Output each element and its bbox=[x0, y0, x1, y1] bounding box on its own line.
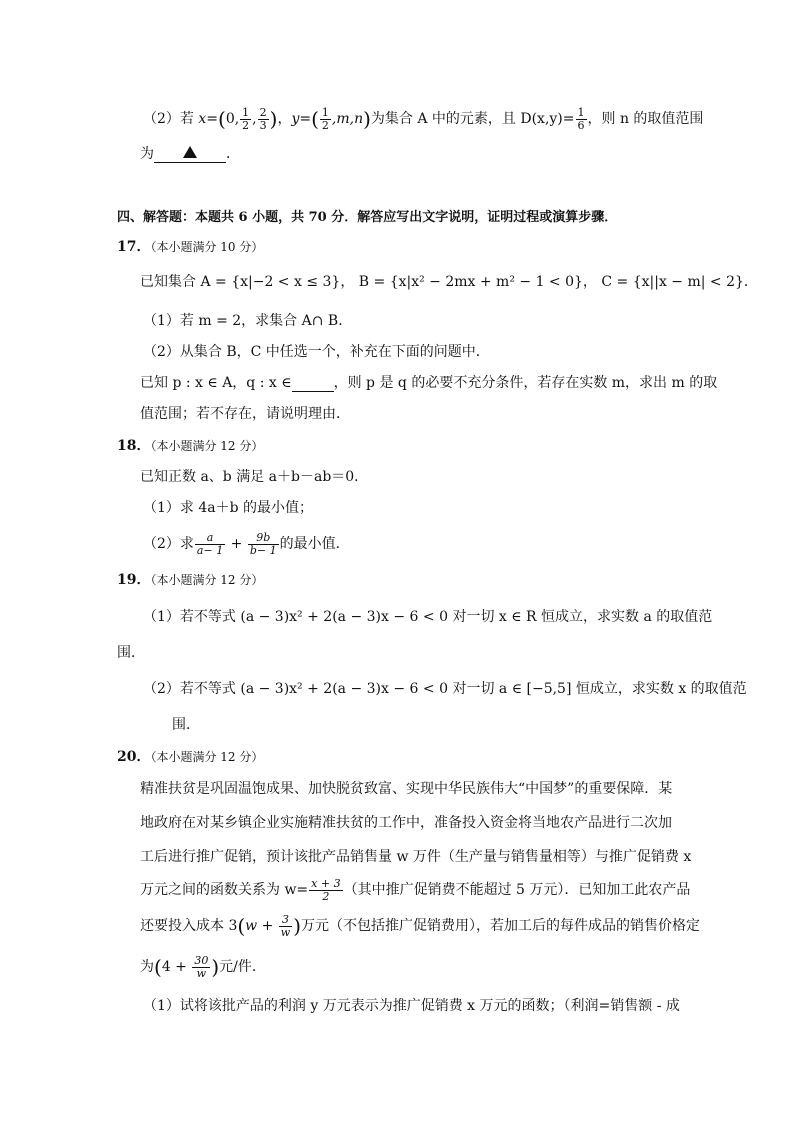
q20-line5-w: w + bbox=[245, 918, 278, 934]
q16-y-eq: y= bbox=[291, 111, 312, 127]
frac-den: 6 bbox=[577, 118, 585, 132]
paren-open: ( bbox=[218, 107, 226, 131]
q20-line1: 精准扶贫是巩固温饱成果、加快脱贫致富、实现中华民族伟大“中国梦”的重要保障．某 bbox=[140, 781, 673, 797]
paren-close: ) bbox=[269, 107, 278, 131]
frac-num: 1 bbox=[321, 105, 329, 119]
answer-blank[interactable] bbox=[154, 146, 226, 163]
paren-open: ( bbox=[237, 914, 246, 938]
q20-line6-post: 元/件． bbox=[219, 959, 266, 975]
q20-line4-frac bbox=[309, 878, 342, 903]
q18-number: 18． bbox=[117, 438, 151, 454]
q16-prefix: （2）若 bbox=[143, 111, 199, 127]
q20-line5-frac bbox=[279, 914, 292, 939]
frac-den: 2 bbox=[322, 889, 330, 903]
q20-line6 bbox=[140, 952, 266, 982]
q20-line4 bbox=[140, 876, 690, 904]
q18-line3 bbox=[143, 530, 350, 558]
q20-line6-pre: 为 bbox=[140, 959, 154, 975]
frac-num: 1 bbox=[242, 105, 250, 119]
q16-x-frac1 bbox=[240, 107, 251, 132]
frac-den: w bbox=[280, 925, 291, 939]
q18-plus: + bbox=[226, 536, 247, 552]
paren-close: ) bbox=[363, 107, 371, 131]
q17-line4a: 已知 p : x ∈ A，q : x ∈ bbox=[140, 375, 292, 391]
q16-mid: 为集合 A 中的元素，且 D(x,y)= bbox=[370, 111, 575, 127]
frac-den: a− 1 bbox=[196, 543, 224, 557]
q20-line2: 地政府在对某乡镇企业实施精准扶贫的工作中，准备投入资金将当地农产品进行二次加 bbox=[140, 815, 672, 831]
q18-line2: （1）求 4a＋b 的最小值； bbox=[143, 500, 314, 516]
q19-line3: （2）若不等式 (a − 3)x² + 2(a − 3)x − 6 < 0 对一切 a ∈ [−5,5] 恒成立，求实数 x 的取值范 bbox=[143, 681, 747, 697]
frac-num: 30 bbox=[194, 953, 209, 967]
q16-x-set: 0, bbox=[225, 111, 240, 127]
q19-score: （本小题满分 12 分） bbox=[150, 573, 264, 587]
q20-line5-pre: 还要投入成本 3 bbox=[140, 918, 238, 934]
q16-y-rest: ,m,n bbox=[331, 111, 364, 127]
frac-den: b− 1 bbox=[249, 543, 277, 557]
q18-frac2 bbox=[248, 532, 279, 557]
q17-line2: （1）若 m = 2，求集合 A∩ B． bbox=[143, 313, 353, 329]
frac-den: 2 bbox=[242, 118, 250, 132]
frac-den: 2 bbox=[321, 118, 329, 132]
frac-num: 9b bbox=[248, 532, 279, 545]
q19-line1: （1）若不等式 (a − 3)x² + 2(a − 3)x − 6 < 0 对一切 x ∈ R 恒成立，求实数 a 的取值范 bbox=[143, 609, 713, 625]
triangle-icon bbox=[183, 146, 197, 158]
q20-score: （本小题满分 12 分） bbox=[150, 750, 264, 764]
q20-line6-in: 4 + bbox=[161, 959, 192, 975]
q18-line3-post: 的最小值． bbox=[279, 536, 350, 552]
q19-header bbox=[117, 570, 263, 590]
frac-num: 1 bbox=[577, 105, 585, 119]
q16-part2-line2 bbox=[140, 144, 240, 164]
frac-num: 2 bbox=[259, 105, 267, 119]
q20-header bbox=[117, 747, 263, 767]
q20-line6-frac bbox=[192, 955, 210, 980]
paren-open: ( bbox=[311, 107, 319, 131]
q18-line3-pre: （2）求 bbox=[143, 536, 194, 552]
q19-line4: 围． bbox=[172, 717, 200, 733]
frac-num: 3 bbox=[279, 914, 292, 927]
q20-line5 bbox=[140, 911, 700, 941]
q17-line3: （2）从集合 B，C 中任选一个，补充在下面的问题中． bbox=[143, 344, 490, 360]
q17-line5: 值范围；若不存在，请说明理由． bbox=[140, 406, 350, 422]
q19-number: 19． bbox=[117, 572, 151, 588]
paren-close: ) bbox=[293, 914, 302, 938]
q20-line4-pre: 万元之间的函数关系为 w= bbox=[140, 882, 309, 898]
q16-y-frac bbox=[320, 107, 331, 132]
q16-d-frac bbox=[576, 107, 587, 132]
q18-frac1 bbox=[195, 532, 225, 557]
q18-line1: 已知正数 a、b 满足 a＋b－ab＝0． bbox=[140, 469, 369, 485]
paren-close: ) bbox=[211, 955, 220, 979]
frac-num: a bbox=[195, 532, 225, 545]
section-title: 四、解答题：本题共 6 小题，共 70 分．解答应写出文字说明，证明过程或演算步骤． bbox=[117, 210, 618, 225]
q20-line5-post: 万元（不包括推广促销费用），若加工后的每件成品的销售价格定 bbox=[301, 918, 701, 934]
q18-header bbox=[117, 436, 263, 456]
paren-open: ( bbox=[154, 955, 162, 979]
frac-num: x + 3 bbox=[311, 876, 341, 890]
q17-line1: 已知集合 A = {x|−2 < x ≤ 3}， B = {x|x² − 2mx + m² − 1 < 0}， C = {x||x − m| < 2}． bbox=[140, 274, 758, 290]
q17-score: （本小题满分 10 分） bbox=[150, 240, 264, 254]
q20-number: 20． bbox=[117, 749, 151, 765]
q20-line3: 工后进行推广促销，预计该批产品销售量 w 万件（生产量与销售量相等）与推广促销费 x bbox=[140, 849, 692, 865]
q17-line4 bbox=[140, 373, 717, 393]
q16-tail: ，则 n 的取值范围 bbox=[587, 111, 704, 127]
q20-line7: （1）试将该批产品的利润 y 万元表示为推广促销费 x 万元的函数；（利润=销售额 - 成 bbox=[143, 998, 680, 1014]
q16-line2-prefix: 为 bbox=[140, 146, 154, 162]
q20-line4-post: （其中推广促销费不能超过 5 万元）．已知加工此农产品 bbox=[343, 882, 691, 898]
q16-line2-suffix: ． bbox=[226, 146, 240, 162]
q16-x-eq: x= bbox=[198, 111, 218, 127]
q16-x-frac2 bbox=[258, 107, 269, 132]
q17-header bbox=[117, 237, 263, 257]
q17-fill-blank[interactable] bbox=[292, 375, 334, 392]
q17-line4b: ，则 p 是 q 的必要不充分条件，若存在实数 m，求出 m 的取 bbox=[333, 375, 718, 391]
q16-part2-line1: （2）若 x=(0, $\frac{1}{2}$ , $\frac{2}{3}$ )，y=( $\frac{1}{2}$ ,m,n)为集合 A 中的元素，且 D(x,y)= $\frac{1}{6}$ ，则 n 的取值范围 bbox=[143, 105, 704, 132]
q17-number: 17． bbox=[117, 239, 151, 255]
q16-comma: ， bbox=[277, 111, 292, 127]
frac-den: w bbox=[196, 966, 207, 980]
frac-den: 3 bbox=[259, 118, 267, 132]
q19-line2: 围． bbox=[117, 645, 145, 661]
q18-score: （本小题满分 12 分） bbox=[150, 439, 264, 453]
